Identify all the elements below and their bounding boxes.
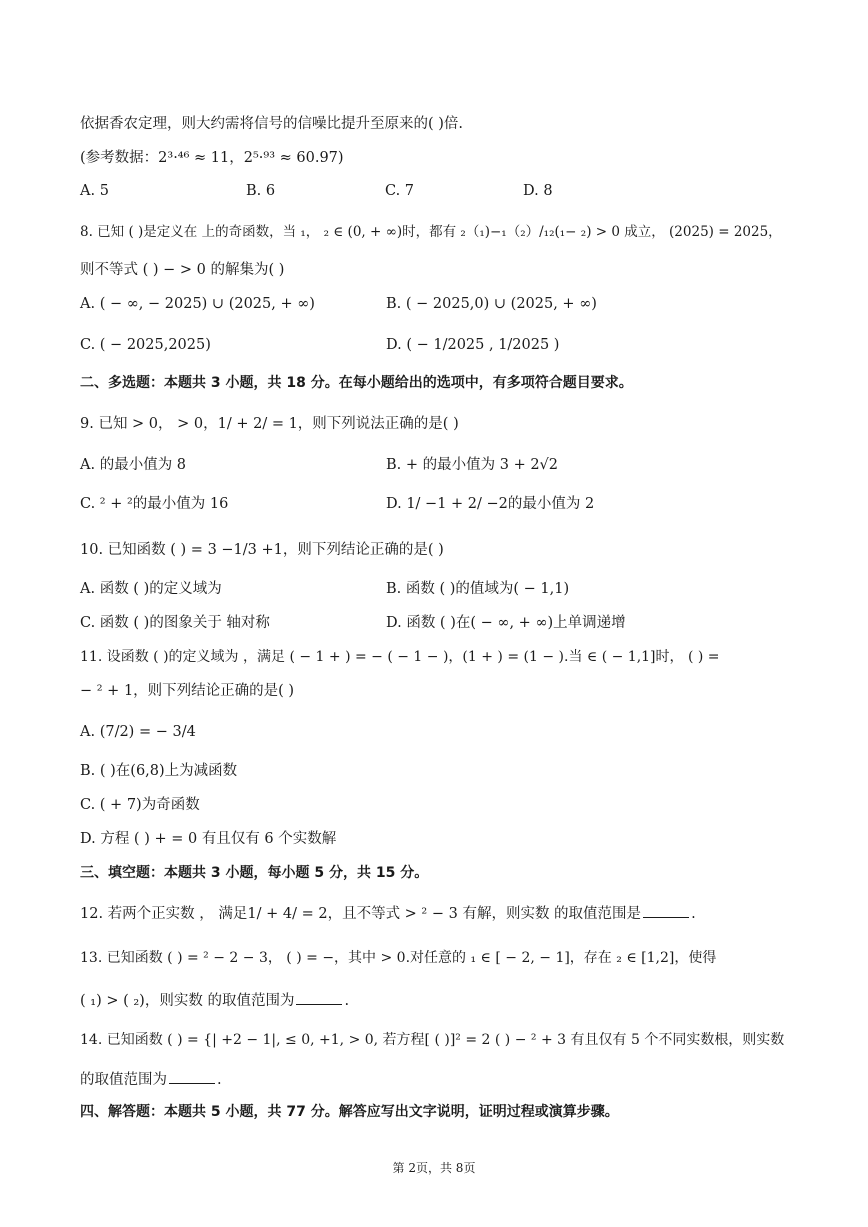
section-heading-solution: 四、解答题：本题共 5 小题，共 77 分。解答应写出文字说明，证明过程或演算步骤。 bbox=[80, 1104, 619, 1120]
q10-stem: 10. 已知函数 ( ) = 3 −1/3 +1，则下列结论正确的是( ) bbox=[80, 542, 444, 558]
q12-stem bbox=[80, 903, 696, 924]
q11-option-d: D. 方程 ( ) + = 0 有且仅有 6 个实数解 bbox=[80, 831, 337, 847]
q13-text: ( ₁) > ( ₂)，则实数 的取值范围为 bbox=[80, 993, 295, 1009]
section-heading-multiple-choice: 二、多选题：本题共 3 小题，共 18 分。在每小题给出的选项中，有多项符合题目要求。 bbox=[80, 375, 633, 391]
q10-option-a: A. 函数 ( )的定义域为 bbox=[80, 581, 222, 597]
q13-stem-line1: 13. 已知函数 ( ) = ² − 2 − 3， ( ) = −，其中 > 0.对任意的 ₁ ∈ [ − 2, − 1]，存在 ₂ ∈ [1,2]，使得 bbox=[80, 950, 717, 966]
q14-end: . bbox=[217, 1072, 222, 1088]
q9-stem: 9. 已知 > 0， > 0，1/ + 2/ = 1，则下列说法正确的是( ) bbox=[80, 416, 459, 432]
q7-reference-data: (参考数据：2³·⁴⁶ ≈ 11，2⁵·⁹³ ≈ 60.97) bbox=[80, 150, 344, 166]
q11-option-c: C. ( + 7)为奇函数 bbox=[80, 797, 200, 813]
q9-option-b: B. + 的最小值为 3 + 2√2 bbox=[386, 457, 559, 473]
q7-option-d: D. 8 bbox=[523, 183, 553, 199]
q10-option-b: B. 函数 ( )的值域为( − 1,1) bbox=[386, 581, 570, 597]
q14-text: 的取值范围为 bbox=[80, 1072, 167, 1088]
q12-answer-blank[interactable] bbox=[643, 903, 689, 918]
q8-option-b: B. ( − 2025,0) ∪ (2025, + ∞) bbox=[386, 296, 597, 312]
q8-option-a: A. ( − ∞, − 2025) ∪ (2025, + ∞) bbox=[80, 296, 315, 312]
q7-option-a: A. 5 bbox=[80, 183, 109, 199]
q13-answer-blank[interactable] bbox=[296, 990, 342, 1005]
q7-option-b: B. 6 bbox=[246, 183, 276, 199]
q14-answer-blank[interactable] bbox=[169, 1069, 215, 1084]
q7-option-c: C. 7 bbox=[385, 183, 415, 199]
q9-option-a: A. 的最小值为 8 bbox=[80, 457, 187, 473]
q11-option-b: B. ( )在(6,8)上为减函数 bbox=[80, 763, 238, 779]
q9-option-d: D. 1/ −1 + 2/ −2的最小值为 2 bbox=[386, 496, 595, 512]
section-heading-fill-in: 三、填空题：本题共 3 小题，每小题 5 分，共 15 分。 bbox=[80, 865, 429, 881]
q8-option-d: D. ( − 1/2025 , 1/2025 ) bbox=[386, 337, 560, 353]
q12-end: . bbox=[691, 906, 696, 922]
q14-stem-line1: 14. 已知函数 ( ) = {| +2 − 1|, ≤ 0, +1, > 0, 若方程[ ( )]² = 2 ( ) − ² + 3 有且仅有 5 个不同实数根，则实数 bbox=[80, 1032, 785, 1048]
q13-end: . bbox=[344, 993, 350, 1009]
q7-tail: 依据香农定理，则大约需将信号的信噪比提升至原来的( )倍. bbox=[80, 116, 464, 132]
q11-stem-line1: 11. 设函数 ( )的定义域为 ，满足 ( − 1 + ) = − ( − 1 − )，(1 + ) = (1 − ).当 ∈ ( − 1,1]时， ( ) = bbox=[80, 649, 720, 665]
q10-option-c: C. 函数 ( )的图象关于 轴对称 bbox=[80, 615, 270, 631]
q14-stem-line2 bbox=[80, 1069, 222, 1090]
q8-stem-line2: 则不等式 ( ) − > 0 的解集为( ) bbox=[80, 262, 285, 278]
q8-option-c: C. ( − 2025,2025) bbox=[80, 337, 211, 353]
q8-stem-line1: 8. 已知 ( )是定义在 上的奇函数，当 ₁， ₂ ∈ (0, + ∞)时，都有 ₂（₁)−₁（₂）/₁₂(₁− ₂) > 0 成立， (2025) = 2025， bbox=[80, 224, 782, 240]
page-footer: 第 2页，共 8页 bbox=[392, 1161, 476, 1175]
q12-text: 12. 若两个正实数 ， 满足1/ + 4/ = 2，且不等式 > ² − 3 有解，则实数 的取值范围是 bbox=[80, 906, 642, 922]
q10-option-d: D. 函数 ( )在( − ∞, + ∞)上单调递增 bbox=[386, 615, 626, 631]
q9-option-c: C. ² + ²的最小值为 16 bbox=[80, 496, 229, 512]
q11-option-a: A. (7/2) = − 3/4 bbox=[80, 724, 196, 740]
q13-stem-line2 bbox=[80, 990, 349, 1011]
q11-stem-line2: − ² + 1，则下列结论正确的是( ) bbox=[80, 683, 295, 699]
